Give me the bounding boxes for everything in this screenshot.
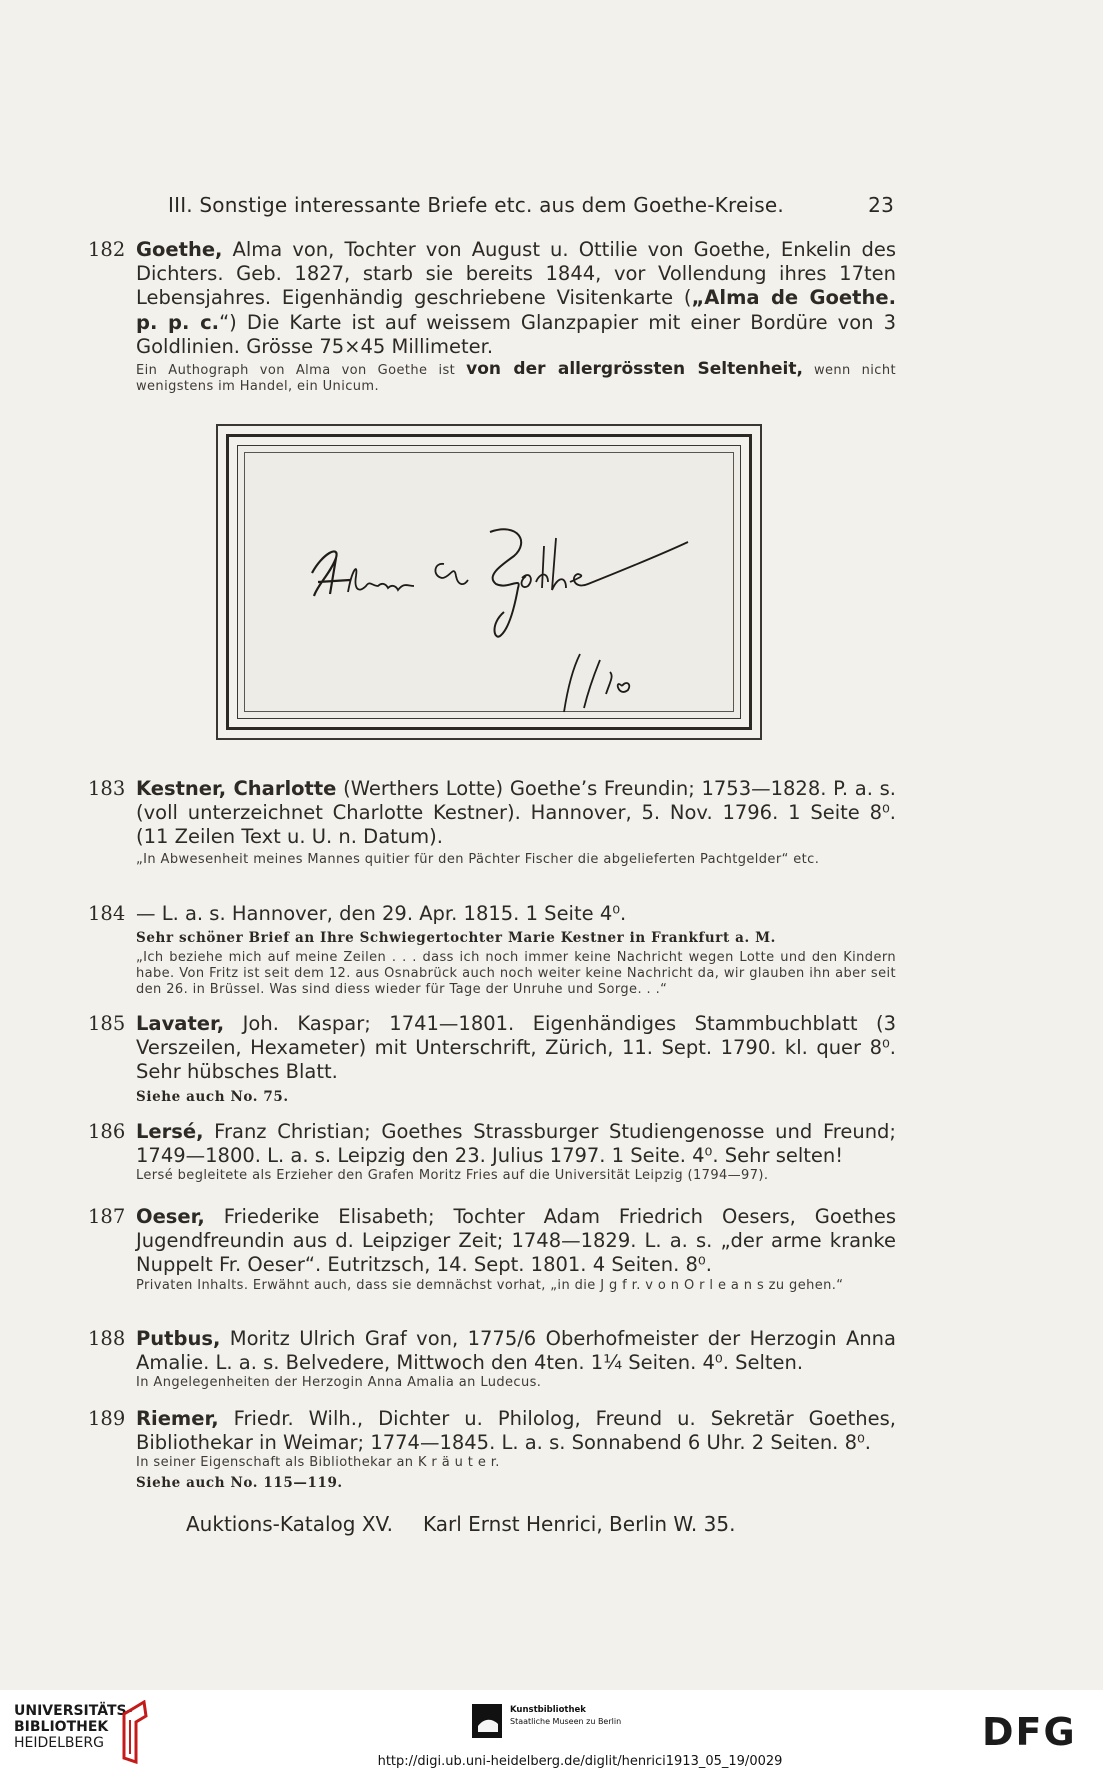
entry-quote: „Alma de Goethe. p. p. c. xyxy=(136,286,896,334)
ub-heidelberg-logo[interactable]: UNIVERSITÄTS- BIBLIOTHEK HEIDELBERG xyxy=(14,1703,133,1751)
entry-note: „In Abwesenheit meines Mannes quitier für den Pächter Fischer die abgelieferten Pachtgelder“ etc. xyxy=(136,851,820,867)
kunstbibliothek-label: Kunstbibliothek Staatliche Museen zu Berlin xyxy=(510,1705,622,1726)
dfg-logo[interactable]: DFG xyxy=(982,1710,1077,1754)
entry-name: Riemer, xyxy=(136,1407,219,1430)
entry-number: 188 xyxy=(88,1327,126,1350)
entry-name: Oeser, xyxy=(136,1205,205,1228)
entry-text: Friederike Elisabeth; Tochter Adam Friedrich Oesers, Goethes Jugendfreundin aus d. Leipziger Zeit; 1748—1829. L. a. s. „der arme kranke Nuppelt Fr. Oeser“. Eutritzsch, 14. Sept. 1801. 4 Seiten. 8⁰. xyxy=(136,1205,896,1277)
entry-remark: Sehr schöner Brief an Ihre Schwiegertochter Marie Kestner in Frankfurt a. M. xyxy=(136,930,776,947)
entry-text: — L. a. s. Hannover, den 29. Apr. 1815. 1 Seite 4⁰. xyxy=(136,902,627,925)
page-footer xyxy=(186,1512,806,1536)
entry-see-also: Siehe auch No. 115—119. xyxy=(136,1475,343,1492)
entry-note: Privaten Inhalts. Erwähnt auch, dass sie demnächst vorhat, „in die J g f r. v o n O r l e a n s zu gehen.“ xyxy=(136,1277,844,1293)
entry-note: „Ich beziehe mich auf meine Zeilen . . . dass ich noch immer keine Nachricht wegen Lotte und den Kindern habe. Von Fritz ist seit dem 12. aus Osnabrück auch noch weiter keine Nachricht da, wir glauben ihn aber seit den 26. in Brüssel. Was sind diess wieder für Tage der Unruhe und Sorge. . .“ xyxy=(136,950,896,998)
entry-number: 187 xyxy=(88,1205,126,1228)
entry-number: 184 xyxy=(88,902,126,925)
entry-number: 182 xyxy=(88,238,126,261)
signature-drawing xyxy=(218,426,764,742)
visiting-card-image xyxy=(216,424,762,740)
catalog-entry-188 xyxy=(88,1327,896,1391)
footer-publisher: Karl Ernst Henrici, Berlin W. 35. xyxy=(423,1512,736,1536)
entry-number: 185 xyxy=(88,1012,126,1035)
entry-number: 189 xyxy=(88,1407,126,1430)
page-title: III. Sonstige interessante Briefe etc. aus dem Goethe-Kreise. xyxy=(168,193,784,217)
catalog-entry-182 xyxy=(88,238,896,395)
catalog-entry-187 xyxy=(88,1205,896,1294)
entry-text: Alma von, Tochter von August u. Ottilie von Goethe, Enkelin des Dichters. Geb. 1827, starb sie bereits 1844, vor Vollendung ihres 17ten Lebensjahres. Eigenhändig geschriebene Visitenkarte ( xyxy=(136,238,896,310)
footer-catalog: Auktions-Katalog XV. xyxy=(186,1512,394,1536)
entry-note: In seiner Eigenschaft als Bibliothekar an K r ä u t e r. xyxy=(136,1455,500,1471)
running-head xyxy=(168,193,894,217)
entry-note: Ein Authograph von Alma von Goethe ist von der allergrössten Seltenheit, wenn nicht wenigstens im Handel, ein Unicum. xyxy=(136,359,896,395)
catalog-entry-184 xyxy=(88,902,896,998)
catalog-entry-185 xyxy=(88,1012,896,1109)
entry-name: Kestner, Charlotte xyxy=(136,777,337,800)
entry-name: Lavater, xyxy=(136,1012,225,1035)
kunstbibliothek-logo-icon xyxy=(472,1704,502,1738)
entry-note: In Angelegenheiten der Herzogin Anna Amalia an Ludecus. xyxy=(136,1375,542,1391)
entry-number: 186 xyxy=(88,1120,126,1143)
entry-text: (Werthers Lotte) Goethe’s Freundin; 1753—1828. P. a. s. (voll unterzeichnet Charlotte Kestner). Hannover, 5. Nov. 1796. 1 Seite 8⁰. (11 Zeilen Text u. U. n. Datum). xyxy=(136,777,896,849)
entry-text: Moritz Ulrich Graf von, 1775/6 Oberhofmeister der Herzogin Anna Amalie. L. a. s. Belvedere, Mittwoch den 4ten. 1¼ Seiten. 4⁰. Selten. xyxy=(136,1327,896,1375)
entry-text-2: “) Die Karte ist auf weissem Glanzpapier mit einer Bordüre von 3 Goldlinien. Grösse 75×45 Millimeter. xyxy=(136,310,896,358)
entry-text: Joh. Kaspar; 1741—1801. Eigenhändiges Stammbuchblatt (3 Verszeilen, Hexameter) mit Unterschrift, Zürich, 11. Sept. 1790. kl. quer 8⁰. Sehr hübsches Blatt. xyxy=(136,1012,896,1084)
entry-text: Friedr. Wilh., Dichter u. Philolog, Freund u. Sekretär Goethes, Bibliothekar in Weimar; 1774—1845. L. a. s. Sonnabend 6 Uhr. 2 Seiten. 8⁰. xyxy=(136,1407,896,1455)
entry-name: Goethe, xyxy=(136,238,223,261)
ub-heidelberg-mark-icon xyxy=(116,1700,152,1764)
source-url-link[interactable]: http://digi.ub.uni-heidelberg.de/diglit/henrici1913_05_19/0029 xyxy=(377,1754,783,1769)
catalog-entry-189 xyxy=(88,1407,896,1496)
page-number: 23 xyxy=(868,193,894,217)
catalog-entry-183 xyxy=(88,777,896,868)
entry-note: Lersé begleitete als Erzieher den Grafen Moritz Fries auf die Universität Leipzig (1794—97). xyxy=(136,1168,769,1184)
entry-number: 183 xyxy=(88,777,126,800)
catalog-entry-186 xyxy=(88,1120,896,1184)
entry-name: Putbus, xyxy=(136,1327,221,1350)
entry-see-also: Siehe auch No. 75. xyxy=(136,1088,289,1105)
entry-name: Lersé, xyxy=(136,1120,204,1143)
entry-text: Franz Christian; Goethes Strassburger Studiengenosse und Freund; 1749—1800. L. a. s. Leipzig den 23. Julius 1797. 1 Seite. 4⁰. Sehr selten! xyxy=(136,1120,896,1168)
